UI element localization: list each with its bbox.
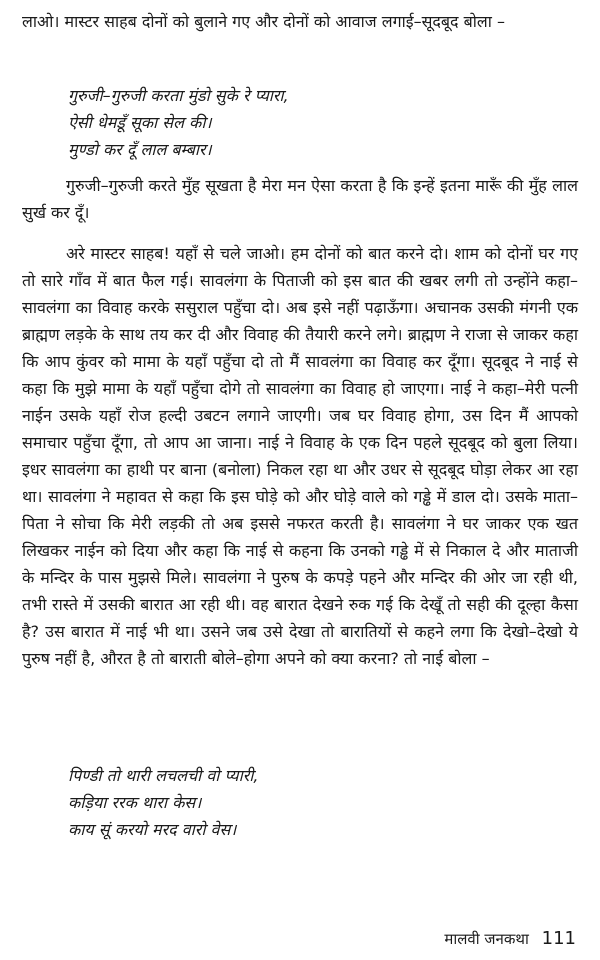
verse-block-1 [68,82,548,163]
continued-paragraph: लाओ। मास्टर साहब दोनों को बुलाने गए और दोनों को आवाज लगाई–सूदबूद बोला – [22,12,505,31]
verse-block-2 [68,762,548,843]
verse-line: कड़िया ररक थारा केस। [68,793,202,812]
verse-line: मुण्डो कर दूँ लाल बम्बार। [68,140,212,159]
paragraph-3: अरे मास्टर साहब! यहाँ से चले जाओ। हम दोनों को बात करने दो। शाम को दोनों घर गए तो सारे गाँव में बात फैल गई। सावलंगा के पिताजी को इस बात की खबर लगी तो उन्होंने कहा–सावलंगा का विवाह करके ससुराल पहुँचा दो। अब इसे नहीं पढ़ाऊँगा। अचानक उसकी मंगनी एक ब्राह्मण लड़के के साथ तय कर दी और विवाह की तैयारी करने लगे। ब्राह्मण ने राजा से जाकर कहा कि आप कुंवर को मामा के यहाँ पहुँचा दो तो मैं सावलंगा का विवाह कर दूँगा। सूदबूद ने नाई से कहा कि मुझे मामा के यहाँ पहुँचा दोगे तो सावलंगा का विवाह हो जाएगा। नाई ने कहा–मेरी पत्नी नाईन उसके यहाँ रोज हल्दी उबटन लगाने जाएगी। जब घर विवाह होगा, उस दिन मैं आपको समाचार पहुँचा दूँगा, तो आप आ जाना। नाई ने विवाह के एक दिन पहले सूदबूद को बुला लिया। इधर सावलंगा का हाथी पर बाना (बनोला) निकल रहा था और उधर से सूदबूद घोड़ा लेकर आ रहा था। सावलंगा ने महावत से कहा कि इस घोड़े को और घोड़े वाले को गड्ढे में डाल दो। उसके माता–पिता ने सोचा कि मेरी लड़की तो अब इससे नफरत करती है। सावलंगा ने घर जाकर एक खत लिखकर नाईन को दिया और कहा कि नाई से कहना कि उनको गड्ढे में से निकाल दे और माताजी के मन्दिर के पास मुझसे मिले। सावलंगा ने पुरुष के कपड़े पहने और मन्दिर की ओर जा रही थी, तभी रास्ते में उसकी बारात आ रही थी। वह बारात देखने रुक गई कि देखूँ तो सही की दूल्हा कैसा है? उस बारात में नाई भी था। उसने जब उसे देखा तो बारातियों से कहने लगा कि देखो–देखो ये पुरुष नहीं है, औरत है तो बाराती बोले–होगा अपने को क्या करना? तो नाई बोला – [22,244,578,668]
verse-line: पिण्डी तो थारी लचलची वो प्यारी, [68,766,259,785]
paragraph-2: गुरुजी–गुरुजी करते मुँह सूखता है मेरा मन ऐसा करता है कि इन्हें इतना मारूँ की मुँह लाल सुर्ख कर दूँ। [22,176,578,222]
running-title: मालवी जनकथा [444,930,529,948]
page-number: 111 [541,928,576,949]
verse-line: ऐसी धेमडूँ सूका सेल की। [68,113,212,132]
verse-line: गुरुजी–गुरुजी करता मुंडो सुके रे प्यारा, [68,86,289,105]
page-footer [444,928,576,949]
verse-line: काय सूं करयो मरद वारो वेस। [68,820,237,839]
